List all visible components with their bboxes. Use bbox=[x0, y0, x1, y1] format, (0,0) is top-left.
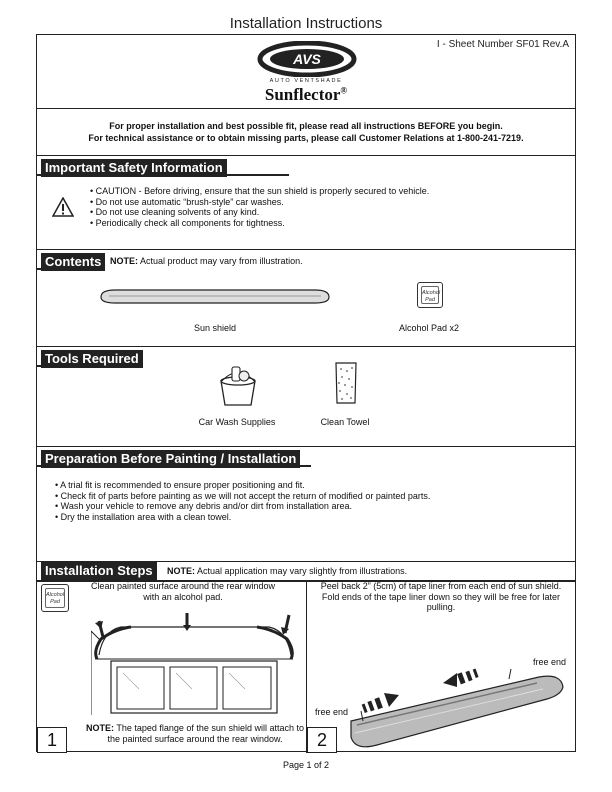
warning-triangle-icon bbox=[52, 197, 74, 217]
arrow-right-icon bbox=[362, 693, 399, 713]
car-wash-label: Car Wash Supplies bbox=[198, 417, 276, 427]
steps-note: NOTE: Actual application may vary slightly from illustrations. bbox=[167, 566, 408, 576]
sun-shield-label: Sun shield bbox=[193, 323, 237, 333]
list-item: • Dry the installation area with a clean towel. bbox=[55, 512, 430, 523]
list-item: • CAUTION - Before driving, ensure that the sun shield is properly secured to vehicle. bbox=[90, 186, 429, 197]
car-wash-bucket-icon bbox=[215, 361, 261, 409]
list-item: • Do not use cleaning solvents of any kind. bbox=[90, 207, 429, 218]
notice-line-1: For proper installation and best possible fit, please read all instructions BEFORE you begin. bbox=[109, 121, 503, 131]
step-2-text: Peel back 2” (5cm) of tape liner from each end of sun shield. Fold ends of the tape liner down so they will be free for later pulling. bbox=[320, 581, 562, 612]
alcohol-pad-icon: Alcohol Pad bbox=[41, 584, 69, 612]
header bbox=[37, 35, 575, 109]
safety-section bbox=[37, 156, 575, 250]
product-name: Sunflector® bbox=[264, 85, 348, 104]
notice-line-2: For technical assistance or to obtain missing parts, please call Customer Relations at 1-800-241-7219. bbox=[88, 133, 524, 143]
sun-shield-tape-illustration bbox=[311, 629, 571, 753]
page-title: Installation Instructions bbox=[229, 15, 383, 32]
arrow-left-icon bbox=[443, 669, 479, 687]
safety-list bbox=[90, 186, 429, 228]
rear-window-illustration bbox=[91, 611, 297, 715]
list-item: • Wash your vehicle to remove any debris and/or dirt from installation area. bbox=[55, 501, 430, 512]
contents-note: NOTE: Actual product may vary from illustration. bbox=[110, 256, 303, 266]
avs-logo bbox=[257, 41, 357, 77]
safety-title: Important Safety Information bbox=[41, 159, 227, 177]
logo-tagline: AUTO VENTSHADE bbox=[269, 78, 343, 84]
sheet-number: I - Sheet Number SF01 Rev.A bbox=[436, 39, 569, 50]
preparation-title: Preparation Before Painting / Installation bbox=[41, 450, 300, 468]
alcohol-pad-label: Alcohol Pad x2 bbox=[398, 323, 460, 333]
step-1 bbox=[37, 581, 307, 753]
contents-title: Contents bbox=[41, 253, 105, 271]
alcohol-pad-illustration: Alcohol Pad bbox=[417, 282, 443, 308]
step-2 bbox=[307, 581, 575, 753]
preparation-section bbox=[37, 447, 575, 562]
sun-shield-illustration bbox=[95, 287, 335, 307]
tools-title: Tools Required bbox=[41, 350, 143, 368]
free-end-label-right: free end bbox=[533, 657, 567, 667]
list-item: • Do not use automatic “brush-style” car washes. bbox=[90, 197, 429, 208]
clean-towel-label: Clean Towel bbox=[320, 417, 370, 427]
logo-wordmark: AVS bbox=[293, 51, 321, 67]
list-item: • Check fit of parts before painting as we will not accept the return of modified or painted parts. bbox=[55, 491, 430, 502]
preparation-list bbox=[55, 480, 430, 522]
step-1-number: 1 bbox=[37, 727, 67, 753]
step-1-text: Clean painted surface around the rear window with an alcohol pad. bbox=[90, 581, 276, 602]
contents-section bbox=[37, 250, 575, 347]
notice bbox=[37, 108, 575, 156]
list-item: • Periodically check all components for tightness. bbox=[90, 218, 429, 229]
list-item: • A trial fit is recommended to ensure proper positioning and fit. bbox=[55, 480, 430, 491]
instruction-sheet bbox=[36, 34, 576, 752]
free-end-label-left: free end bbox=[315, 707, 349, 717]
tools-section bbox=[37, 347, 575, 447]
page-footer: Page 1 of 2 bbox=[282, 760, 330, 770]
towel-icon bbox=[333, 361, 359, 405]
step-2-number: 2 bbox=[307, 727, 337, 753]
steps-title: Installation Steps bbox=[41, 562, 157, 580]
step-1-note: NOTE: The taped flange of the sun shield will attach to the painted surface around the rear window. bbox=[86, 723, 304, 744]
